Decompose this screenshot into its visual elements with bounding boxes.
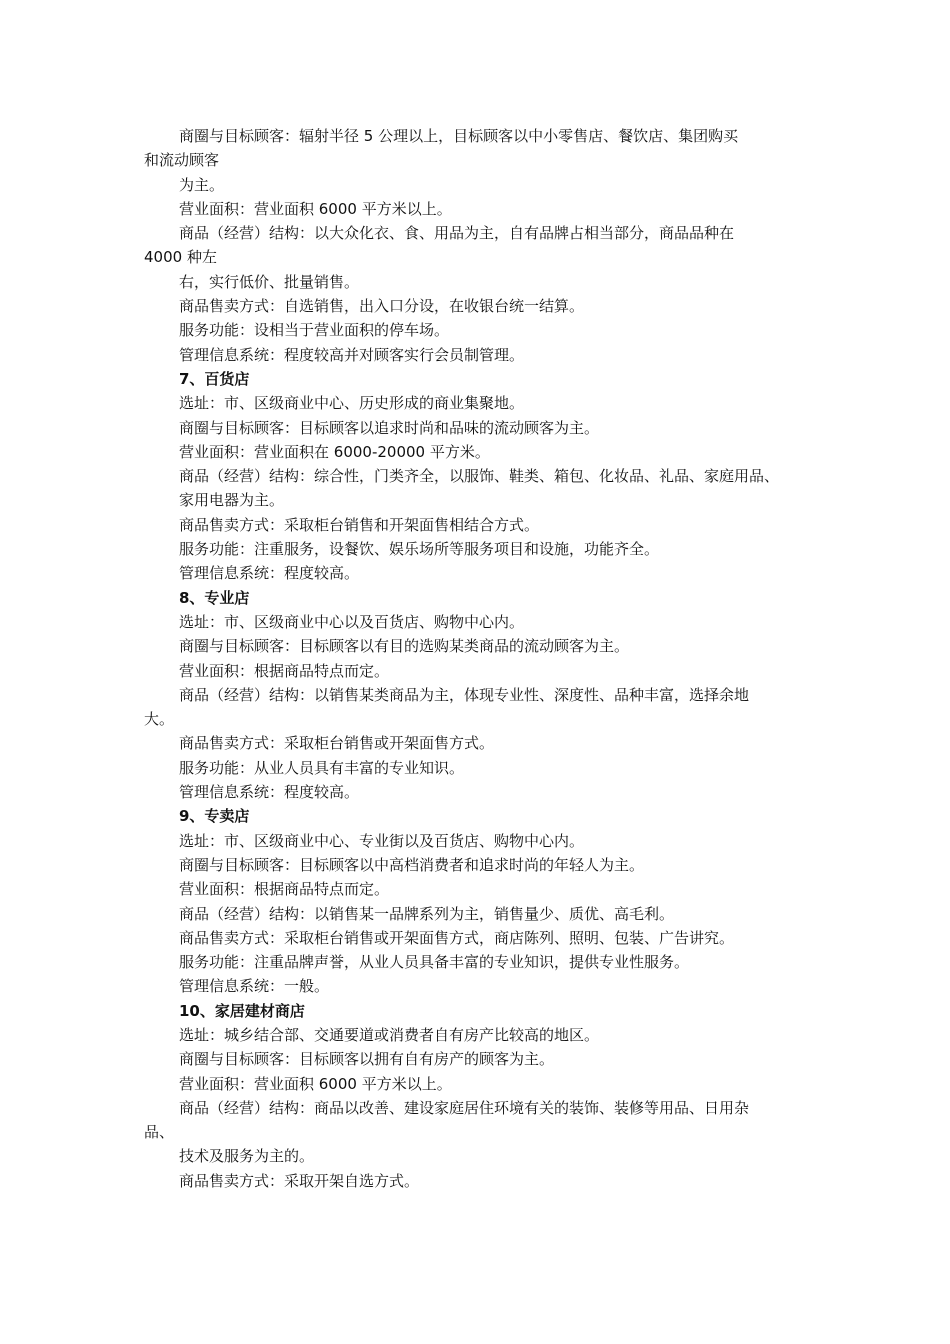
paragraph-line: 选址：城乡结合部、交通要道或消费者自有房产比较高的地区。 [179,1025,600,1044]
paragraph-line: 商圈与目标顾客：目标顾客以拥有自有房产的顾客为主。 [179,1050,555,1069]
paragraph-line: 服务功能：注重品牌声誉，从业人员具备丰富的专业知识，提供专业性服务。 [179,953,690,972]
paragraph-line: 服务功能：设相当于营业面积的停车场。 [179,321,450,340]
paragraph-line: 4000 种左 [144,248,217,267]
paragraph-line: 家用电器为主。 [179,491,285,510]
paragraph-line: 管理信息系统：程度较高并对顾客实行会员制管理。 [179,345,525,364]
paragraph-line: 服务功能：注重服务，设餐饮、娱乐场所等服务项目和设施，功能齐全。 [179,540,660,559]
paragraph-line: 管理信息系统：程度较高。 [179,783,360,802]
paragraph-line: 营业面积：营业面积在 6000-20000 平方米。 [179,442,490,461]
paragraph-line: 商圈与目标顾客：目标顾客以中高档消费者和追求时尚的年轻人为主。 [179,855,645,874]
paragraph-line: 商圈与目标顾客：目标顾客以有目的选购某类商品的流动顾客为主。 [179,637,630,656]
paragraph-line: 营业面积：营业面积 6000 平方米以上。 [179,199,452,218]
paragraph-line: 商品（经营）结构：以大众化衣、食、用品为主，自有品牌占相当部分，商品品种在 [179,224,735,243]
paragraph-line: 选址：市、区级商业中心以及百货店、购物中心内。 [179,612,525,631]
paragraph-line: 商圈与目标顾客：辐射半径 5 公理以上，目标顾客以中小零售店、餐饮店、集团购买 [179,127,739,145]
section-heading: 9、专卖店 [179,807,250,826]
paragraph-line: 大。 [144,710,175,729]
paragraph-line: 商品（经营）结构：综合性，门类齐全，以服饰、鞋类、箱包、化妆品、礼品、家庭用品、 [179,467,780,486]
paragraph-line: 选址：市、区级商业中心、专业街以及百货店、购物中心内。 [179,831,585,850]
paragraph-line: 商品（经营）结构：以销售某一品牌系列为主，销售量少、质优、高毛利。 [179,904,675,923]
paragraph-line: 商品售卖方式：自选销售，出入口分设，在收银台统一结算。 [179,297,585,316]
paragraph-line: 管理信息系统：程度较高。 [179,564,360,583]
paragraph-line: 技术及服务为主的。 [179,1147,315,1166]
document-body [144,124,810,1193]
section-heading: 10、家居建材商店 [179,1001,305,1020]
paragraph-line: 为主。 [179,175,225,194]
paragraph-line: 品、 [144,1123,175,1142]
paragraph-line: 右，实行低价、批量销售。 [179,272,360,291]
paragraph-line: 营业面积：根据商品特点而定。 [179,880,390,899]
paragraph-line: 商品售卖方式：采取柜台销售或开架面售方式。 [179,734,495,753]
paragraph-line: 商品售卖方式：采取开架自选方式。 [179,1171,420,1190]
section-heading: 7、百货店 [179,369,250,388]
paragraph-line: 商品售卖方式：采取柜台销售或开架面售方式，商店陈列、照明、包装、广告讲究。 [179,928,735,947]
paragraph-line: 服务功能：从业人员具有丰富的专业知识。 [179,758,465,777]
paragraph-line: 商圈与目标顾客：目标顾客以追求时尚和品味的流动顾客为主。 [179,418,600,437]
paragraph-line: 商品售卖方式：采取柜台销售和开架面售相结合方式。 [179,515,540,534]
paragraph-line: 营业面积：根据商品特点而定。 [179,661,390,680]
section-heading: 8、专业店 [179,588,250,607]
paragraph-line: 选址：市、区级商业中心、历史形成的商业集聚地。 [179,394,525,413]
paragraph-line: 管理信息系统：一般。 [179,977,330,996]
paragraph-line: 营业面积：营业面积 6000 平方米以上。 [179,1074,452,1093]
paragraph-line: 商品（经营）结构：商品以改善、建设家庭居住环境有关的装饰、装修等用品、日用杂 [179,1098,750,1117]
paragraph-line: 和流动顾客 [144,151,220,170]
paragraph-line: 商品（经营）结构：以销售某类商品为主，体现专业性、深度性、品种丰富，选择余地 [179,685,750,704]
